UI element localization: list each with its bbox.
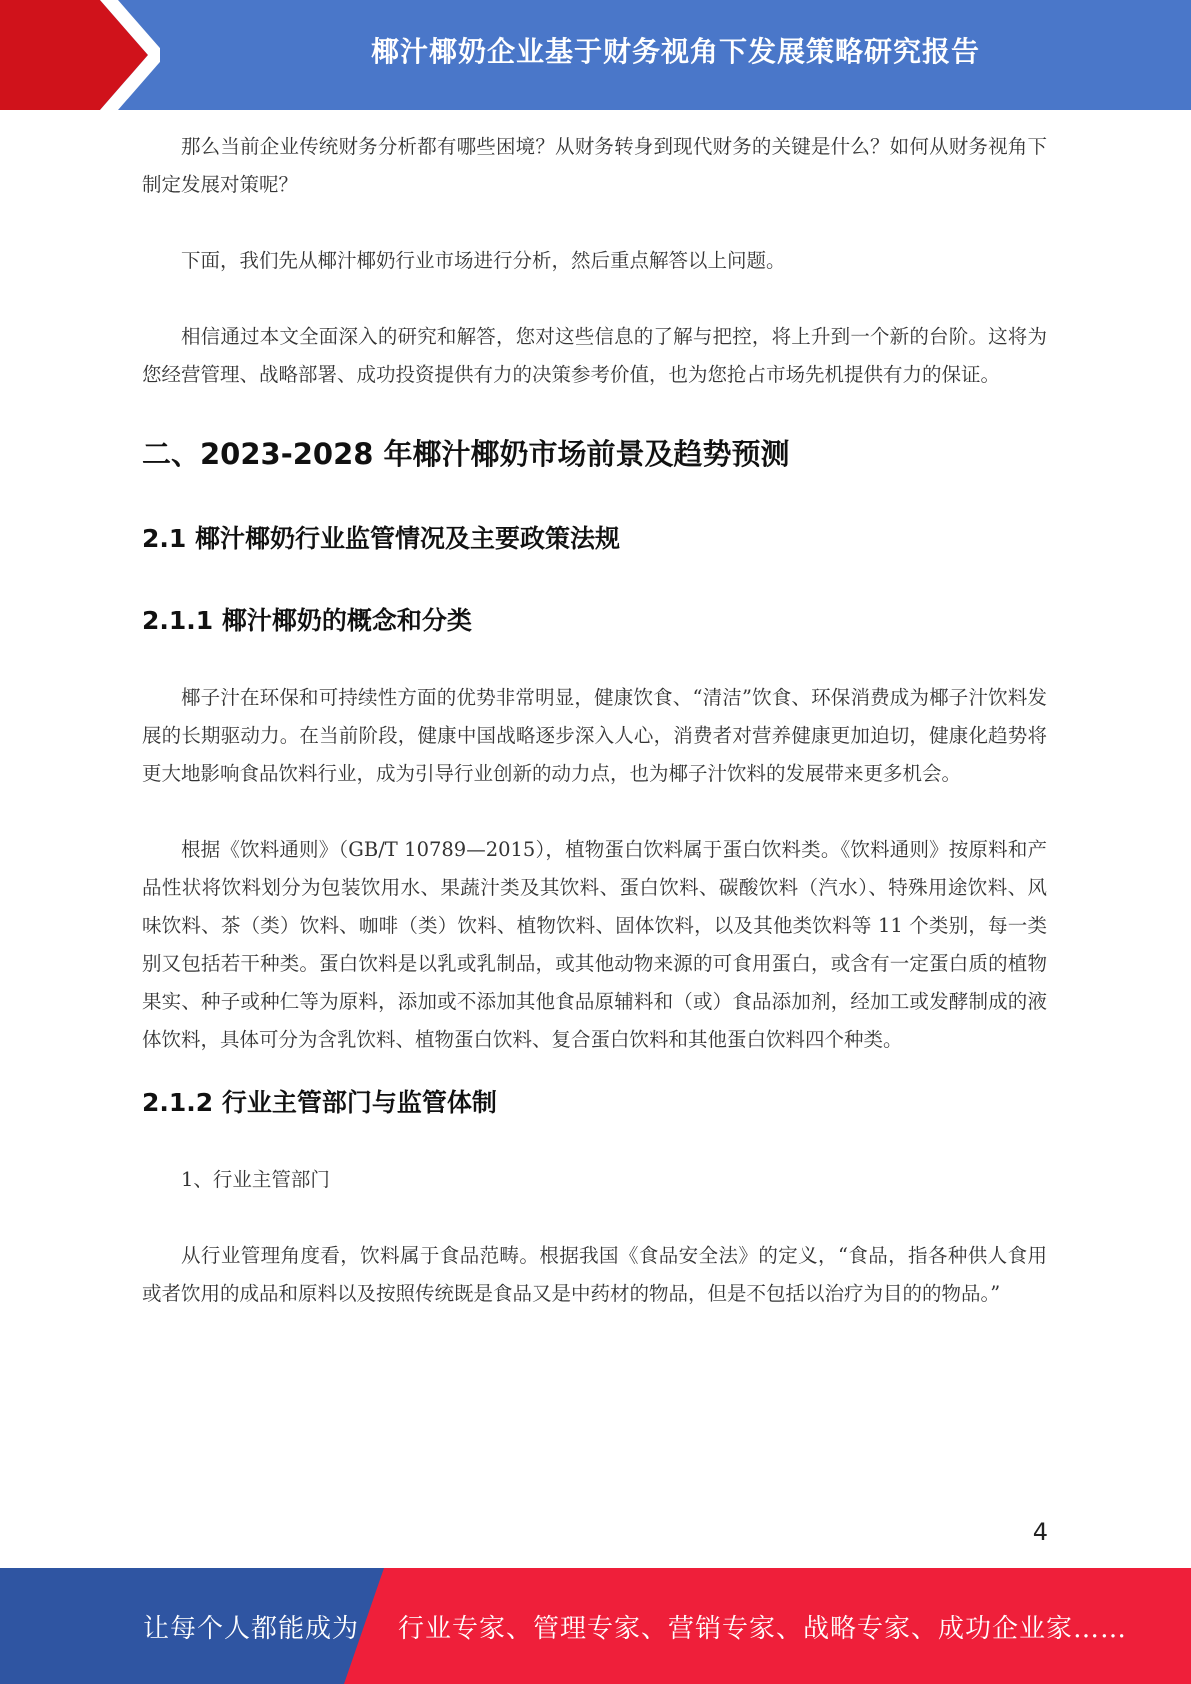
- body-paragraph: 从行业管理角度看，饮料属于食品范畴。根据我国《食品安全法》的定义，“食品，指各种供人食用或者饮用的成品和原料以及按照传统既是食品又是中药材的物品，但是不包括以治疗为目的的物品。”: [142, 1244, 1047, 1305]
- header-title: 椰汁椰奶企业基于财务视角下发展策略研究报告: [370, 35, 980, 68]
- page-header: [0, 0, 1191, 110]
- header-arrow-decoration: [0, 0, 160, 110]
- sub-subsection-heading: 2.1.2 行业主管部门与监管体制: [142, 1088, 497, 1117]
- body-paragraph: 根据《饮料通则》（GB/T 10789—2015），植物蛋白饮料属于蛋白饮料类。《饮料通则》按原料和产品性状将饮料划分为包装饮用水、果蔬汁类及其饮料、蛋白饮料、碳酸饮料（汽水）、特殊用途饮料、风味饮料、茶（类）饮料、咖啡（类）饮料、植物饮料、固体饮料，以及其他类饮料等 11 个类别，每一类别又包括若干种类。蛋白饮料是以乳或乳制品，或其他动物来源的可食用蛋白，或含有一定蛋白质的植物果实、种子或种仁等为原料，添加或不添加其他食品原辅料和（或）食品添加剂，经加工或发酵制成的液体饮料，具体可分为含乳饮料、植物蛋白饮料、复合蛋白饮料和其他蛋白饮料四个种类。: [142, 838, 1047, 1051]
- list-item: 1、行业主管部门: [181, 1168, 330, 1191]
- page-number: 4: [1032, 1518, 1048, 1546]
- sub-subsection-heading: 2.1.1 椰汁椰奶的概念和分类: [142, 606, 472, 635]
- page-footer: [0, 1568, 1191, 1684]
- intro-paragraph: 下面，我们先从椰汁椰奶行业市场进行分析，然后重点解答以上问题。: [181, 249, 786, 272]
- intro-paragraph: 相信通过本文全面深入的研究和解答，您对这些信息的了解与把控，将上升到一个新的台阶。这将为您经营管理、战略部署、成功投资提供有力的决策参考价值，也为您抢占市场先机提供有力的保证。: [142, 325, 1047, 386]
- footer-slogan-left: 让每个人都能成为: [143, 1613, 360, 1644]
- intro-paragraph: 那么当前企业传统财务分析都有哪些困境？从财务转身到现代财务的关键是什么？如何从财务视角下制定发展对策呢？: [142, 135, 1047, 196]
- page-content: [142, 128, 1047, 1351]
- section-heading: 二、2023-2028 年椰汁椰奶市场前景及趋势预测: [142, 437, 790, 471]
- body-paragraph: 椰子汁在环保和可持续性方面的优势非常明显，健康饮食、“清洁”饮食、环保消费成为椰子汁饮料发展的长期驱动力。在当前阶段，健康中国战略逐步深入人心，消费者对营养健康更加迫切，健康化趋势将更大地影响食品饮料行业，成为引导行业创新的动力点，也为椰子汁饮料的发展带来更多机会。: [142, 686, 1047, 785]
- subsection-heading: 2.1 椰汁椰奶行业监管情况及主要政策法规: [142, 524, 620, 553]
- footer-slogan-right: 行业专家、管理专家、营销专家、战略专家、成功企业家……: [398, 1613, 1128, 1644]
